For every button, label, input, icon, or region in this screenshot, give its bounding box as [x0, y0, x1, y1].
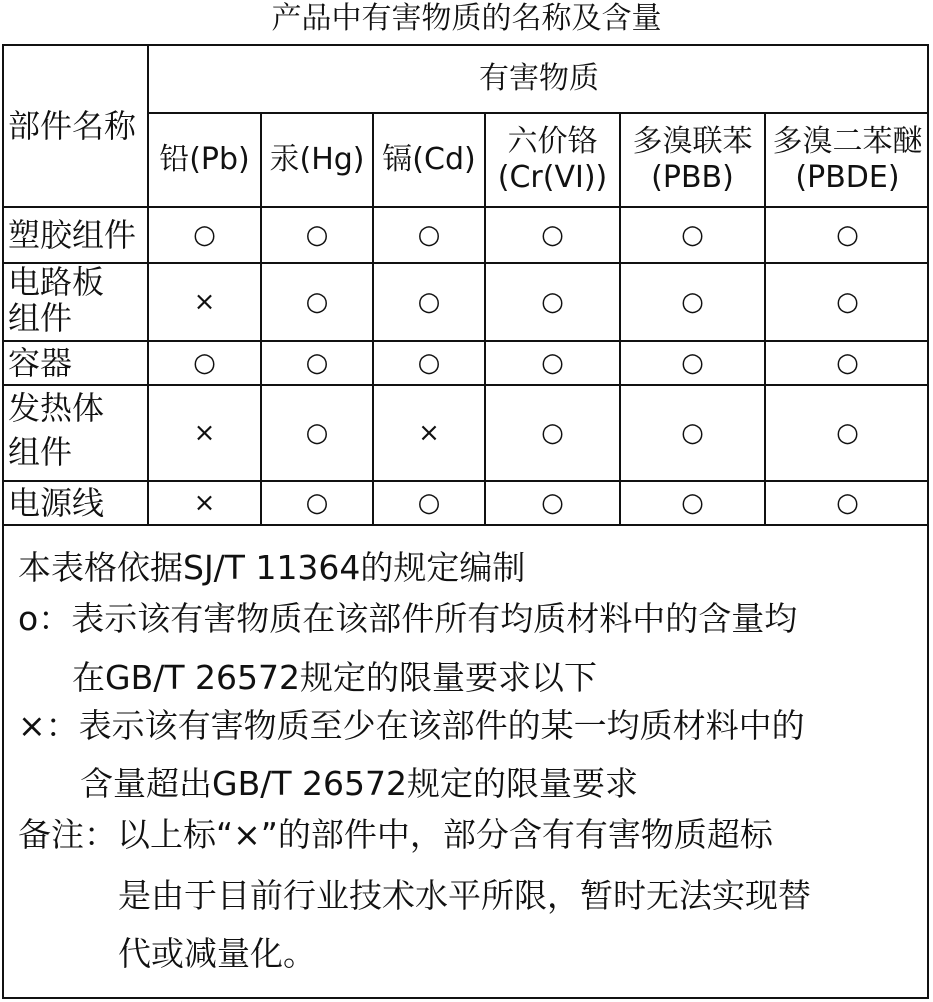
col-header-pb-text: 铅(Pb) [159, 142, 250, 177]
mark-cell: × [193, 488, 216, 518]
mark-cell: × [193, 287, 216, 317]
part-name: 电路板 [8, 263, 105, 301]
part-name: 组件 [8, 299, 73, 337]
part-cell-circuit-board [2, 264, 148, 340]
mark-cell: ○ [305, 348, 329, 378]
col-header-cd [374, 114, 484, 206]
mark-cell: ○ [193, 220, 216, 250]
part-name-header [2, 46, 148, 206]
col-header-cr6-line1: 六价铬 [507, 124, 598, 159]
part-cell-plastic [2, 208, 148, 262]
mark-cell: ○ [541, 220, 564, 250]
mark-cell: ○ [836, 418, 859, 448]
mark-cell: ○ [681, 418, 704, 448]
note-circle-meaning: o：表示该有害物质在该部件所有均质材料中的含量均 [18, 599, 798, 638]
mark-cell: ○ [193, 348, 216, 378]
note-cross-meaning-cont: 含量超出GB/T 26572规定的限量要求 [80, 764, 638, 803]
substance-group-header [149, 46, 929, 112]
mark-cell: ○ [836, 220, 859, 250]
part-name-header-text: 部件名称 [8, 107, 137, 145]
col-header-pbb-line1: 多溴联苯 [632, 124, 753, 159]
mark-cell: ○ [836, 348, 859, 378]
col-header-pbb-line2: (PBB) [651, 160, 734, 195]
col-header-cd-text: 镉(Cd) [382, 142, 476, 177]
mark-cell: ○ [305, 418, 329, 448]
note-basis: 本表格依据SJ/T 11364的规定编制 [18, 548, 526, 587]
mark-cell: ○ [417, 348, 441, 378]
part-name: 塑胶组件 [8, 216, 137, 254]
col-header-pbde-line2: (PBDE) [795, 160, 900, 195]
part-name: 组件 [8, 433, 73, 471]
part-name: 容器 [8, 344, 73, 382]
grid-line [2, 524, 929, 526]
col-header-hg [262, 114, 372, 206]
mark-cell: ○ [541, 287, 564, 317]
mark-cell: ○ [836, 488, 859, 518]
mark-cell: ○ [417, 220, 441, 250]
part-cell-power-cord [2, 482, 148, 524]
mark-cell: ○ [541, 488, 564, 518]
note-remark-cont: 代或减量化。 [118, 934, 316, 973]
note-remark-cont: 是由于目前行业技术水平所限，暂时无法实现替 [118, 876, 811, 915]
mark-cell: ○ [681, 287, 704, 317]
mark-cell: ○ [305, 220, 329, 250]
col-header-pbb [621, 114, 764, 206]
mark-cell: × [193, 418, 216, 448]
col-header-hg-text: 汞(Hg) [269, 142, 365, 177]
mark-cell: ○ [681, 220, 704, 250]
mark-cell: ○ [541, 348, 564, 378]
note-cross-meaning: ×：表示该有害物质至少在该部件的某一均质材料中的 [18, 706, 805, 745]
note-remark: 备注：以上标“×”的部件中，部分含有有害物质超标 [18, 815, 773, 854]
part-cell-container [2, 342, 148, 384]
mark-cell: ○ [681, 488, 704, 518]
part-name: 发热体 [8, 389, 105, 427]
col-header-pbde-line1: 多溴二苯醚 [772, 124, 923, 159]
mark-cell: ○ [541, 418, 564, 448]
col-header-pb [149, 114, 260, 206]
mark-cell: ○ [836, 287, 859, 317]
page-title: 产品中有害物质的名称及含量 [271, 1, 662, 36]
mark-cell: × [418, 418, 440, 448]
mark-cell: ○ [305, 488, 329, 518]
note-circle-meaning-cont: 在GB/T 26572规定的限量要求以下 [72, 658, 597, 697]
mark-cell: ○ [305, 287, 329, 317]
part-cell-heating-element [2, 386, 148, 480]
mark-cell: ○ [417, 287, 441, 317]
col-header-pbde [766, 114, 929, 206]
part-name: 电源线 [8, 484, 105, 522]
col-header-cr6-line2: (Cr(VI)) [497, 160, 608, 195]
col-header-cr6 [486, 114, 619, 206]
mark-cell: ○ [417, 488, 441, 518]
substance-group-header-text: 有害物质 [479, 61, 599, 96]
mark-cell: ○ [681, 348, 704, 378]
